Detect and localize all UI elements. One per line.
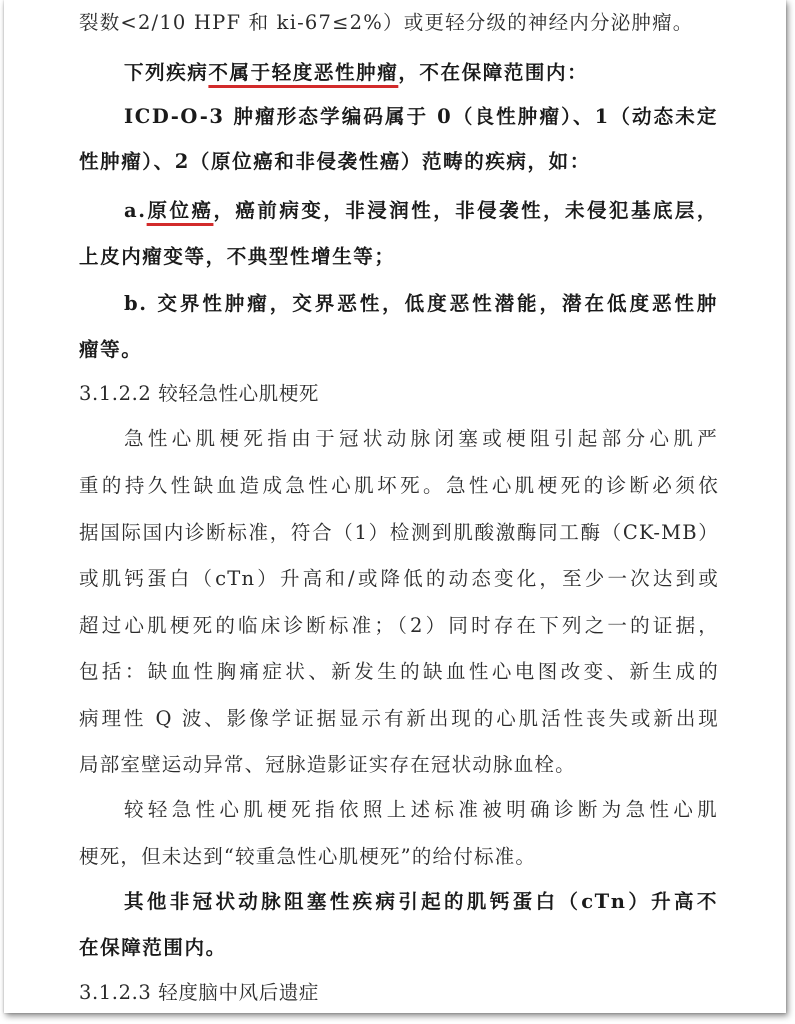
bold-text-line: b. 交界性肿瘤，交界恶性，低度恶性潜能，潜在低度恶性肿 (124, 292, 718, 315)
bold-text-line: 性肿瘤）、2（原位癌和非侵袭性癌）范畴的疾病，如： (79, 150, 591, 173)
bold-text-line: 其他非冠状动脉阻塞性疾病引起的肌钙蛋白（cTn）升高不 (124, 890, 718, 913)
text-line: 裂数<2/10 HPF 和 ki-67≤2%）或更轻分级的神经内分泌肿瘤。 (79, 11, 694, 34)
bold-text-line: ICD-O-3 肿瘤形态学编码属于 0（良性肿瘤）、1（动态未定 (124, 105, 718, 128)
bold-notice-line (124, 58, 718, 88)
text-line: 病理性 Q 波、影像学证据显示有新出现的心肌活性丧失或新出现 (79, 707, 719, 730)
text-segment: 下列疾病 (124, 61, 209, 84)
text-line: 梗死，但未达到“较重急性心肌梗死”的给付标准。 (79, 845, 537, 868)
text-segment: ，癌前病变，非浸润性，非侵袭性，未侵犯基底层， (213, 199, 718, 222)
text-line: 超过心肌梗死的临床诊断标准；（2）同时存在下列之一的证据， (79, 614, 719, 637)
text-line: 据国际国内诊断标准，符合（1）检测到肌酸激酶同工酶（CK-MB） (79, 521, 719, 544)
bold-text-line: 瘤等。 (79, 338, 143, 361)
red-underlined-text: 不属于轻度恶性肿瘤 (208, 61, 399, 84)
text-segment: a. (124, 199, 147, 222)
text-line: 较轻急性心肌梗死指依照上述标准被明确诊断为急性心肌 (124, 798, 718, 821)
bold-text-line (124, 196, 718, 226)
text-line: 包括：缺血性胸痛症状、新发生的缺血性心电图改变、新生成的 (79, 660, 719, 683)
red-underlined-text: 原位癌 (146, 199, 214, 222)
text-line: 急性心肌梗死指由于冠状动脉闭塞或梗阻引起部分心肌严 (124, 427, 718, 450)
text-line: 或肌钙蛋白（cTn）升高和/或降低的动态变化，至少一次达到或 (79, 567, 719, 590)
document-page (4, 0, 786, 1013)
section-heading: 3.1.2.3 轻度脑中风后遗症 (79, 981, 320, 1004)
text-line: 局部室壁运动异常、冠脉造影证实存在冠状动脉血栓。 (79, 753, 576, 776)
bold-text-line: 上皮内瘤变等，不典型性增生等； (79, 245, 396, 268)
section-heading: 3.1.2.2 较轻急性心肌梗死 (79, 382, 320, 405)
bold-text-line: 在保障范围内。 (79, 936, 227, 959)
text-segment: ，不在保障范围内： (398, 61, 589, 84)
text-line: 重的持久性缺血造成急性心肌坏死。急性心肌梗死的诊断必须依 (79, 474, 719, 497)
